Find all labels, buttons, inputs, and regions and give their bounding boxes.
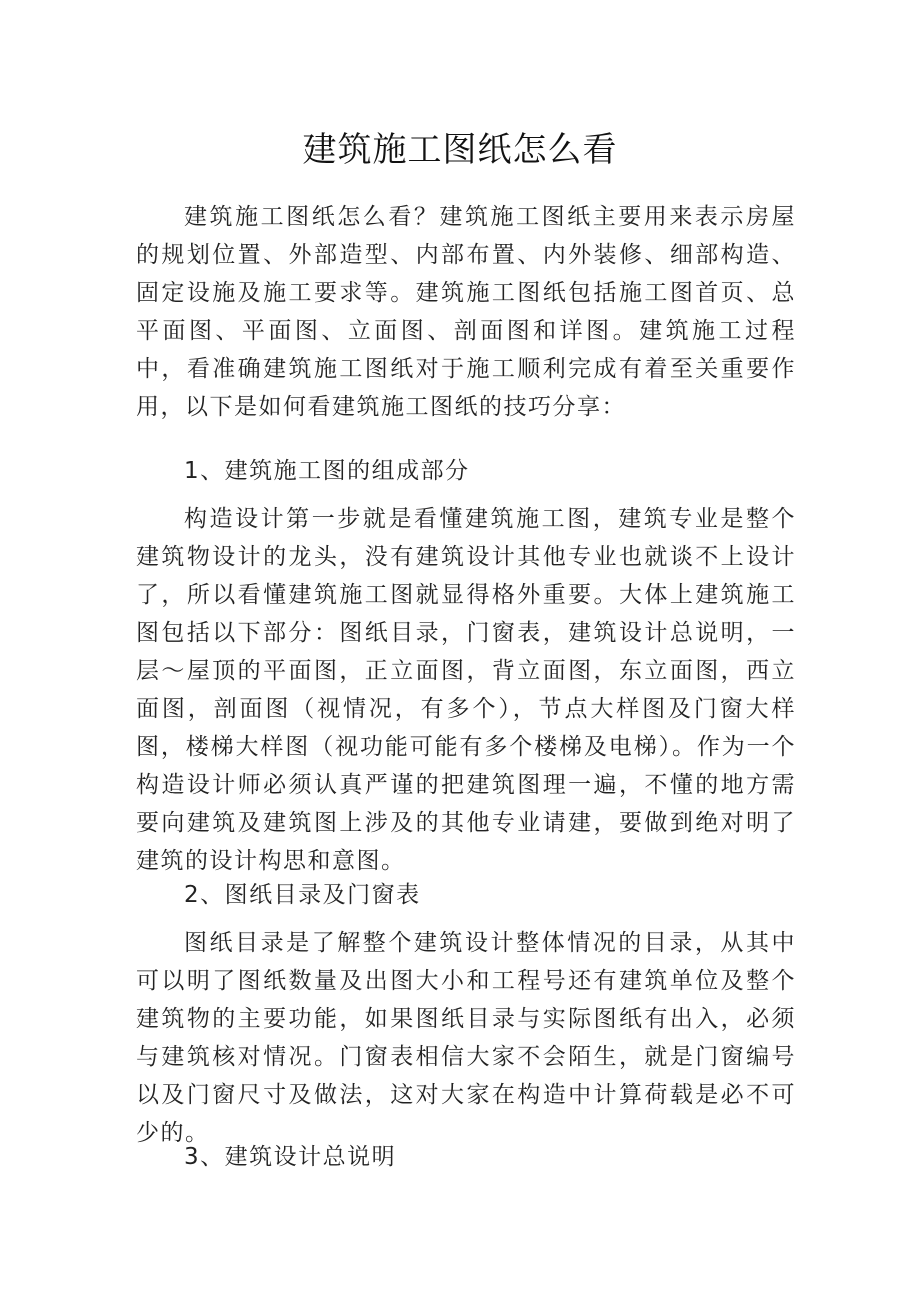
section-2-heading: 2、图纸目录及门窗表 (184, 882, 421, 908)
intro-paragraph (136, 198, 796, 426)
section-1 (136, 452, 796, 490)
section-3-heading: 3、建筑设计总说明 (184, 1144, 397, 1170)
section-1-body (136, 500, 796, 880)
section-1-heading: 1、建筑施工图的组成部分 (184, 458, 470, 484)
section-2 (136, 876, 796, 914)
section-2-body (136, 924, 796, 1152)
intro-text: 建筑施工图纸怎么看？建筑施工图纸主要用来表示房屋的规划位置、外部造型、内部布置、内外装修、细部构造、固定设施及施工要求等。建筑施工图纸包括施工图首页、总平面图、平面图、立面图、剖面图和详图。建筑施工过程中，看准确建筑施工图纸对于施工顺利完成有着至关重要作用，以下是如何看建筑施工图纸的技巧分享： (136, 204, 796, 420)
section-1-text: 构造设计第一步就是看懂建筑施工图，建筑专业是整个建筑物设计的龙头，没有建筑设计其他专业也就谈不上设计了，所以看懂建筑施工图就显得格外重要。大体上建筑施工图包括以下部分：图纸目录，门窗表，建筑设计总说明，一层～屋顶的平面图，正立面图，背立面图，东立面图，西立面图，剖面图（视情况，有多个），节点大样图及门窗大样图，楼梯大样图（视功能可能有多个楼梯及电梯）。作为一个构造设计师必须认真严谨的把建筑图理一遍，不懂的地方需要向建筑及建筑图上涉及的其他专业请建，要做到绝对明了建筑的设计构思和意图。 (136, 506, 796, 874)
section-2-text: 图纸目录是了解整个建筑设计整体情况的目录，从其中可以明了图纸数量及出图大小和工程号还有建筑单位及整个建筑物的主要功能，如果图纸目录与实际图纸有出入，必须与建筑核对情况。门窗表相信大家不会陌生，就是门窗编号以及门窗尺寸及做法，这对大家在构造中计算荷载是必不可少的。 (136, 930, 796, 1146)
document-title: 建筑施工图纸怎么看 (302, 130, 618, 170)
section-3 (136, 1138, 796, 1176)
